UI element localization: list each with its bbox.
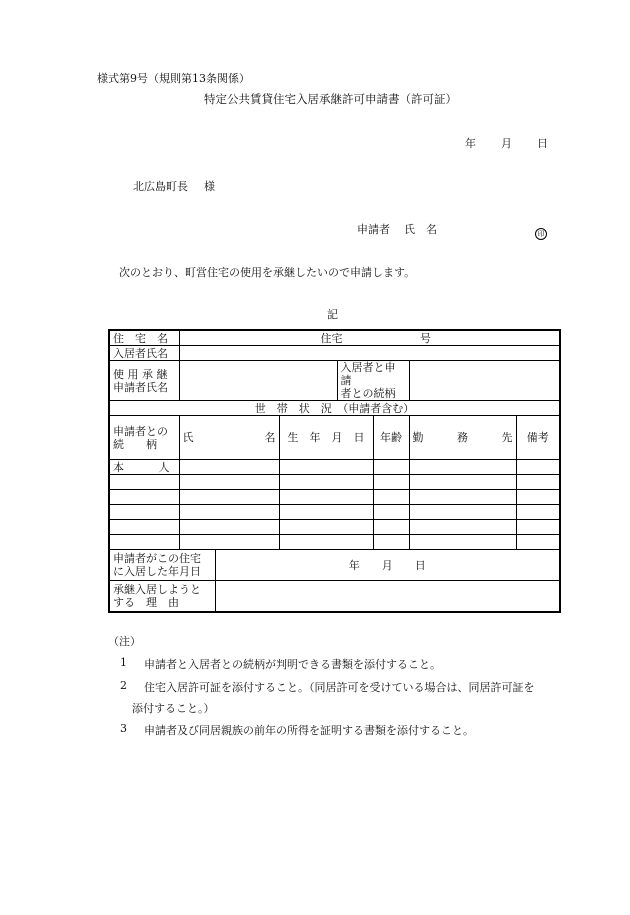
note-text: 住宅入居許可証を添付すること。（同居許可を受けている場合は、同居許可証を (144, 681, 535, 694)
applicant-label: 申請者 (357, 223, 390, 236)
housing-name-label: 住 宅 名 (109, 330, 179, 346)
member-workplace-cell[interactable] (409, 505, 516, 520)
addressee-honorific: 様 (204, 180, 215, 193)
member-age-cell[interactable] (373, 490, 409, 505)
col-age-header: 年齢 (373, 416, 409, 460)
note-text: 申請者及び同居親族の前年の所得を証明する書類を添付すること。 (144, 724, 474, 737)
member-birthdate-cell[interactable] (279, 490, 373, 505)
housing-name-field[interactable]: 住宅 号 (179, 330, 560, 346)
member-workplace-cell[interactable] (409, 520, 516, 535)
member-relation-cell[interactable] (109, 535, 179, 550)
date-day-label: 日 (537, 137, 548, 150)
table-row (109, 535, 560, 550)
col-remarks-header: 備考 (516, 416, 560, 460)
member-birthdate-cell[interactable] (279, 520, 373, 535)
seal-mark: 印 (535, 221, 547, 240)
relation-to-resident-field[interactable] (409, 361, 560, 401)
table-row (109, 490, 560, 505)
succession-reason-field[interactable] (215, 581, 560, 612)
member-birthdate-cell[interactable] (279, 460, 373, 475)
member-remarks-cell[interactable] (516, 460, 560, 475)
member-remarks-cell[interactable] (516, 520, 560, 535)
note-text-continued: 添付すること。） (132, 702, 215, 715)
member-birthdate-cell[interactable] (279, 535, 373, 550)
note-number: 3 (120, 722, 127, 735)
member-name-cell[interactable] (179, 520, 279, 535)
table-row (109, 460, 560, 475)
member-relation-cell[interactable] (109, 505, 179, 520)
member-remarks-cell[interactable] (516, 505, 560, 520)
ki-label: 記 (327, 308, 338, 321)
member-relation-cell[interactable] (109, 490, 179, 505)
member-age-cell[interactable] (373, 505, 409, 520)
successor-name-field[interactable] (179, 361, 337, 401)
note-text: 申請者と入居者との続柄が判明できる書類を添付すること。 (144, 658, 441, 671)
application-form-table (108, 329, 561, 613)
relation-to-resident-label: 入居者と申請 者との続柄 (337, 361, 409, 401)
member-workplace-cell[interactable] (409, 535, 516, 550)
member-remarks-cell[interactable] (516, 490, 560, 505)
member-workplace-cell[interactable] (409, 490, 516, 505)
successor-name-label: 使 用 承 継 申請者氏名 (109, 361, 179, 401)
document-title: 特定公共賃貸住宅入居承継許可申請書（許可証） (204, 92, 457, 106)
member-birthdate-cell[interactable] (279, 505, 373, 520)
applicant-name-label: 氏 名 (404, 223, 437, 236)
member-workplace-cell[interactable] (409, 475, 516, 490)
member-birthdate-cell[interactable] (279, 475, 373, 490)
member-relation-cell[interactable] (109, 520, 179, 535)
member-name-cell[interactable] (179, 460, 279, 475)
note-number: 2 (120, 679, 127, 692)
self-row-label: 本 人 (109, 460, 179, 475)
member-name-cell[interactable] (179, 490, 279, 505)
member-remarks-cell[interactable] (516, 475, 560, 490)
col-name-header: 氏 名 (179, 416, 279, 460)
col-relation-header: 申請者との 続 柄 (109, 416, 179, 460)
body-text: 次のとおり、町営住宅の使用を承継したいので申請します。 (119, 266, 416, 279)
col-workplace-header: 勤 務 先 (409, 416, 516, 460)
member-age-cell[interactable] (373, 520, 409, 535)
table-row (109, 505, 560, 520)
move-in-date-label: 申請者がこの住宅 に入居した年月日 (109, 550, 215, 581)
member-relation-cell[interactable] (109, 475, 179, 490)
table-row (109, 520, 560, 535)
resident-name-label: 入居者氏名 (109, 346, 179, 361)
member-age-cell[interactable] (373, 475, 409, 490)
member-name-cell[interactable] (179, 535, 279, 550)
member-workplace-cell[interactable] (409, 460, 516, 475)
form-number: 様式第9号（規則第13条関係） (97, 72, 250, 85)
member-name-cell[interactable] (179, 505, 279, 520)
succession-reason-label: 承継入居しようと する 理 由 (109, 581, 215, 612)
notes-heading: （注） (108, 635, 141, 648)
member-name-cell[interactable] (179, 475, 279, 490)
member-remarks-cell[interactable] (516, 535, 560, 550)
resident-name-field[interactable] (179, 346, 560, 361)
date-month-label: 月 (501, 137, 512, 150)
date-year-label: 年 (465, 137, 476, 150)
member-age-cell[interactable] (373, 535, 409, 550)
note-number: 1 (120, 656, 127, 669)
table-row (109, 475, 560, 490)
col-birthdate-header: 生 年 月 日 (279, 416, 373, 460)
member-age-cell[interactable] (373, 460, 409, 475)
move-in-date-field[interactable]: 年 月 日 (215, 550, 560, 581)
addressee-name: 北広島町長 (133, 180, 188, 193)
household-status-header: 世 帯 状 況 （申請者含む） (109, 401, 560, 416)
